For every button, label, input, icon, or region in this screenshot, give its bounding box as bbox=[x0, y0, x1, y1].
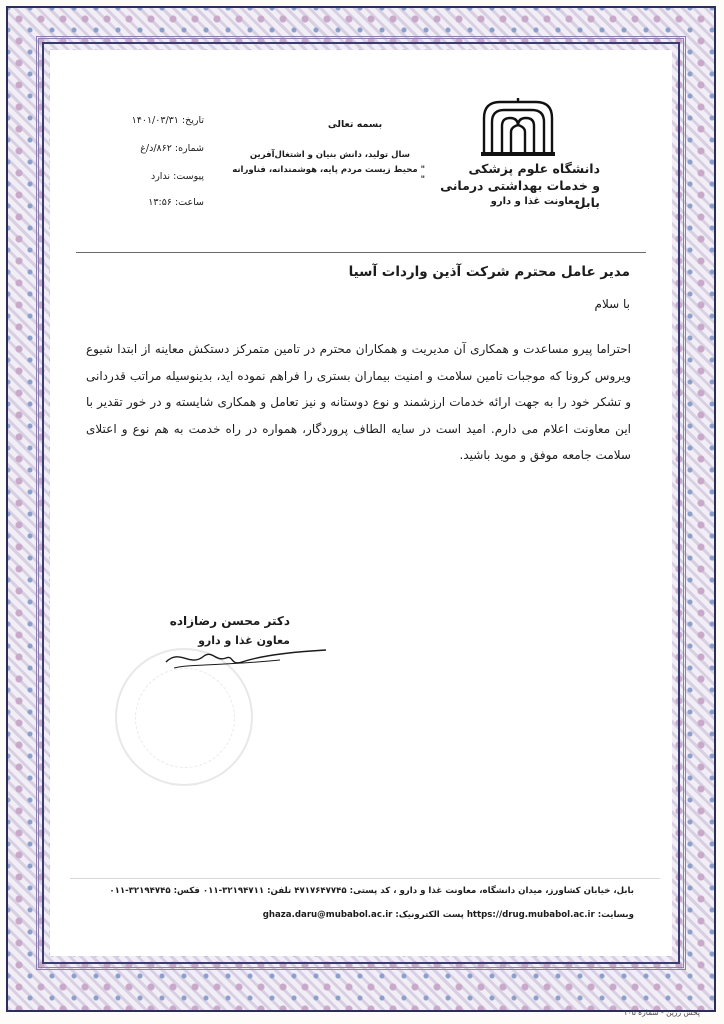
letter-time: ساعت: ۱۳:۵۶ bbox=[148, 197, 204, 208]
letter-attachment: پیوست: ندارد bbox=[150, 171, 204, 182]
signatory-name: دکتر محسن رضازاده bbox=[169, 614, 290, 628]
handwritten-signature bbox=[160, 628, 330, 672]
footer-divider bbox=[70, 878, 660, 879]
university-logo-icon bbox=[478, 96, 558, 158]
footer-contact bbox=[100, 910, 634, 920]
university-name-line2: و خدمات بهداشتی درمانی بابل bbox=[440, 178, 600, 210]
recipient: مدیر عامل محترم شرکت آذین واردات آسیا bbox=[348, 264, 630, 280]
basmala: بسمه تعالی bbox=[327, 119, 383, 130]
footer-address: بابل، خیابان کشاورز، میدان دانشگاه، معاونت غذا و دارو ، کد پستی: ۴۷۱۷۶۴۷۷۴۵ تلفن: ۳۲۱۹۴۷۱۱-۰۱۱ فکس: ۳۲۱۹۴۷۴۵-۰۱۱ bbox=[109, 886, 634, 896]
email-link[interactable]: ghaza.daru@mubabol.ac.ir bbox=[262, 910, 393, 920]
year-slogan: سال تولید، دانش بنیان و اشتغال‌آفرین bbox=[249, 150, 410, 160]
greeting: با سلام bbox=[594, 297, 630, 311]
signatory-title: معاون غذا و دارو bbox=[198, 634, 290, 647]
letter-date: تاریخ: ۱۴۰۱/۰۳/۳۱ bbox=[131, 115, 204, 126]
website-label: وبسایت: bbox=[597, 910, 634, 920]
letter-body: احتراما پیرو مساعدت و همکاری آن مدیریت و همکاران محترم در تامین متمرکز دستکش معاینه از ابتدا شیوع ویروس کرونا که موجبات تامین سلامت و امنیت بیماران بستری را فراهم نموده اید، بدینوسیله مراتب قدردانی و تشکر خود را به جهت ارائه خدمات ارزشمند و نوع دوستانه و نیز تعامل و همکاری شایسته و در خور تقدیر با این معاونت اعلام می دارم. امید است در سایه الطاف پروردگار، همواره در راه خدمت به هم نوع و اعتلای سلامت جامعه موفق و موید باشید. bbox=[86, 342, 631, 462]
website-link[interactable]: https://drug.mubabol.ac.ir bbox=[466, 910, 595, 920]
header-divider bbox=[76, 252, 646, 253]
email-label: پست الکترونیک: bbox=[395, 910, 464, 920]
university-name-line1: دانشگاه علوم پزشکی bbox=[468, 161, 600, 176]
distribution-note: پخش زرین - شماره ۱۰۵ bbox=[623, 1008, 700, 1017]
letter-number: شماره: ۸۶۲/د/غ bbox=[140, 143, 204, 154]
year-slogan-quote: " محیط زیست مردم پایه، هوشمندانه، فناورانه " bbox=[232, 165, 425, 185]
deputy-name: معاونت غذا و دارو bbox=[490, 196, 580, 207]
